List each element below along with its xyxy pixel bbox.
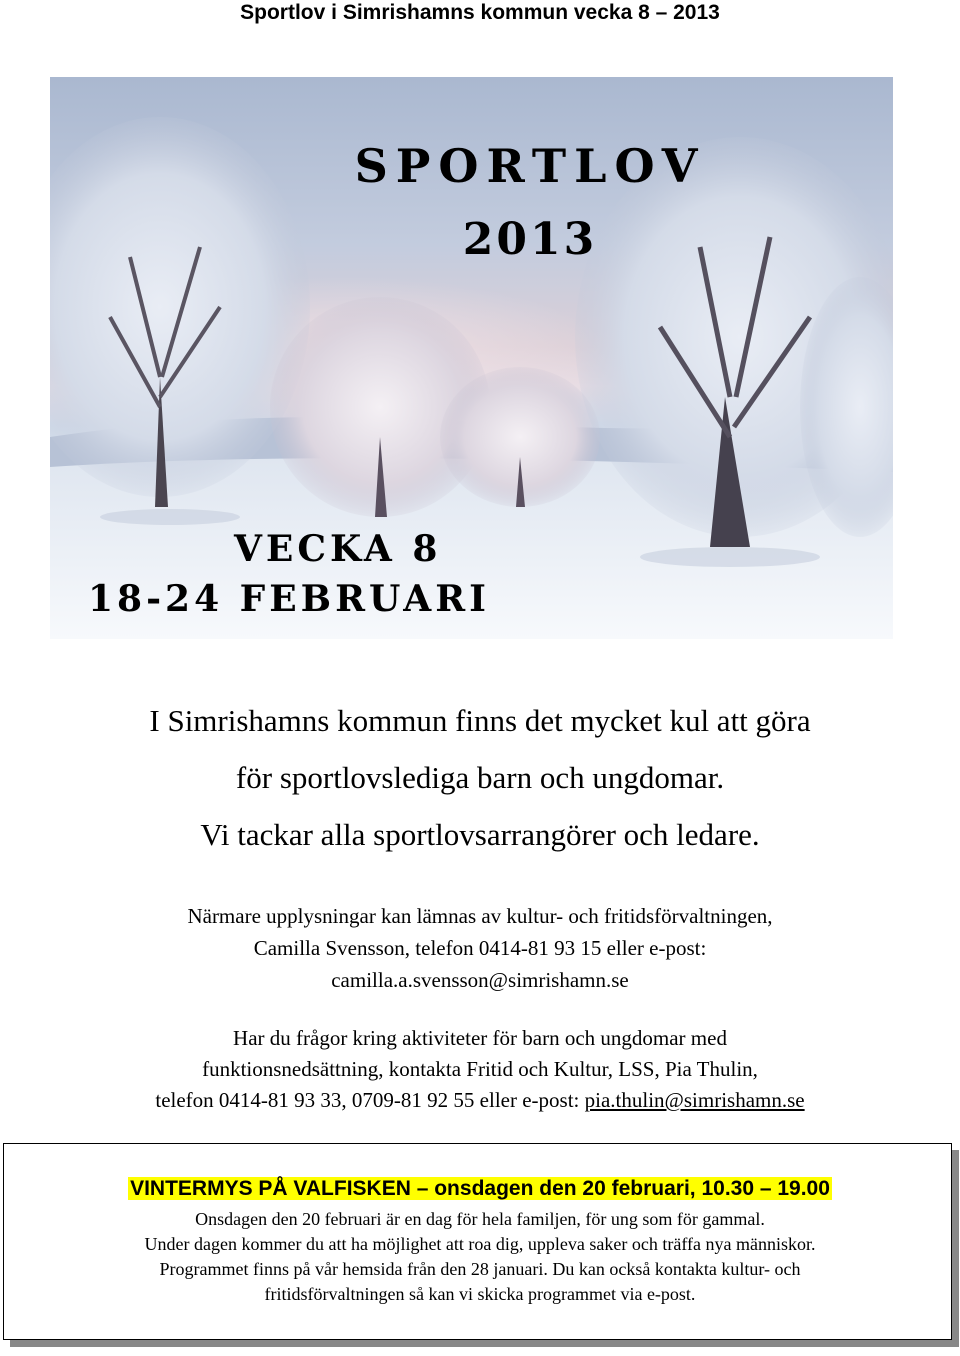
page-header: Sportlov i Simrishamns kommun vecka 8 – 2013 (240, 1, 720, 24)
hero-year: 2013 (462, 214, 598, 265)
lss-phone-text: telefon 0414-81 93 33, 0709-81 92 55 eller e-post: (155, 1088, 585, 1112)
contact-info-line-1: Närmare upplysningar kan lämnas av kultur- och fritidsförvaltningen, (187, 904, 773, 928)
winter-landscape-image (50, 77, 893, 639)
vintermys-line-1: Onsdagen den 20 februari är en dag för hela familjen, för ung som för gammal. (195, 1209, 765, 1229)
intro-line-2: för sportlovslediga barn och ungdomar. (235, 760, 725, 795)
hero-dates: 18-24 FEBRUARI (88, 578, 490, 620)
contact-info-line-2: Camilla Svensson, telefon 0414-81 93 15 eller e-post: (253, 936, 707, 960)
hero-title: SPORTLOV (354, 139, 706, 193)
vintermys-line-2: Under dagen kommer du att ha möjlighet att roa dig, uppleva saker och träffa nya människor. (144, 1234, 816, 1254)
contact-email-camilla[interactable]: camilla.a.svensson@simrishamn.se (331, 968, 629, 992)
lss-info-line-2: funktionsnedsättning, kontakta Fritid och Kultur, LSS, Pia Thulin, (202, 1057, 758, 1081)
hero-week: VECKA 8 (234, 528, 442, 570)
intro-line-1: I Simrishamns kommun finns det mycket kul att göra (149, 703, 811, 738)
intro-line-3: Vi tackar alla sportlovsarrangörer och ledare. (200, 817, 760, 852)
vintermys-heading-text: VINTERMYS PÅ VALFISKEN – onsdagen den 20 februari, 10.30 – 19.00 (130, 1177, 830, 1200)
lss-info-line-1: Har du frågor kring aktiviteter för barn och ungdomar med (233, 1026, 727, 1050)
lss-info-line-3 (0, 1087, 960, 1113)
vintermys-heading (0, 1175, 960, 1203)
contact-email-pia[interactable]: pia.thulin@simrishamn.se (584, 1088, 805, 1112)
vintermys-line-4: fritidsförvaltningen så kan vi skicka programmet via e-post. (264, 1284, 696, 1304)
vintermys-line-3: Programmet finns på vår hemsida från den 28 januari. Du kan också kontakta kultur- och (159, 1259, 801, 1279)
